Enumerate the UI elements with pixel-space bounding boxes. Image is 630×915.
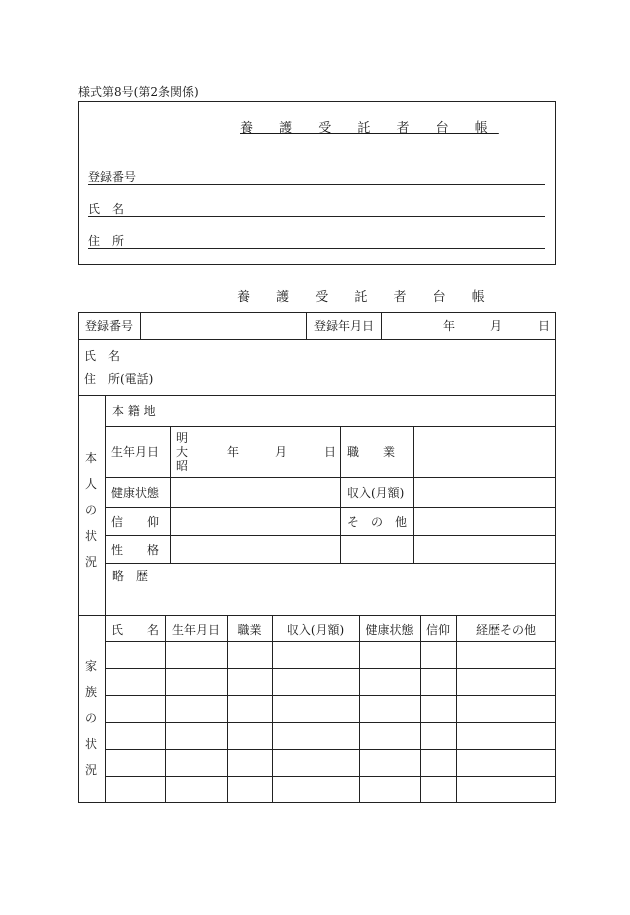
health-label: 健康状態 [111, 486, 160, 500]
family-column-header: 健康状態 [365, 623, 414, 637]
era-showa: 昭 [176, 459, 189, 473]
family-column-header: 氏 名 [110, 623, 159, 637]
cover-registration-number-line[interactable] [88, 184, 545, 185]
birth-month: 月 [275, 445, 288, 459]
registration-year: 年 [443, 319, 456, 333]
ledger-registration-date-label: 登録年月日 [314, 319, 375, 333]
family-label-char: 族 [84, 685, 97, 699]
family-label-char: 家 [84, 659, 97, 673]
family-label-char: 状 [84, 737, 97, 751]
self-label-char: の [84, 503, 97, 517]
registration-day: 日 [538, 319, 551, 333]
birth-year: 年 [227, 445, 240, 459]
divider [105, 507, 556, 508]
cover-address-line[interactable] [88, 248, 545, 249]
family-row-line [105, 695, 556, 696]
family-column-line [456, 615, 457, 803]
divider [105, 535, 556, 536]
divider [340, 426, 341, 563]
religion-label: 信 仰 [111, 515, 160, 529]
family-row-line [105, 722, 556, 723]
self-label-char: 況 [84, 555, 97, 569]
birth-day: 日 [324, 445, 337, 459]
occupation-label: 職 業 [347, 445, 396, 459]
self-label-char: 人 [84, 477, 97, 491]
birth-date-label: 生年月日 [111, 445, 160, 459]
family-section-label [84, 653, 98, 783]
divider [170, 426, 171, 563]
era-taisho: 大 [176, 445, 189, 459]
divider [140, 312, 141, 339]
ledger-address-phone-label: 住 所(電話) [84, 372, 154, 386]
other-label: そ の 他 [347, 515, 408, 529]
divider [306, 312, 307, 339]
era-meiji: 明 [176, 431, 189, 445]
cover-address-label: 住 所 [88, 234, 125, 248]
cover-name-line[interactable] [88, 216, 545, 217]
self-section-label [84, 445, 98, 575]
family-column-line [165, 615, 166, 803]
family-column-line [227, 615, 228, 803]
registration-month: 月 [490, 319, 503, 333]
family-row-line [105, 776, 556, 777]
family-column-line [420, 615, 421, 803]
family-column-header: 生年月日 [171, 623, 220, 637]
divider [413, 426, 414, 563]
ledger-registration-number-label: 登録番号 [85, 319, 134, 333]
income-label: 収入(月額) [347, 486, 405, 500]
cover-name-label: 氏 名 [88, 202, 125, 216]
divider [381, 312, 382, 339]
family-label-char: の [84, 711, 97, 725]
divider [105, 395, 106, 803]
cover-registration-number-label: 登録番号 [88, 170, 137, 184]
divider [78, 395, 556, 396]
family-row-line [105, 641, 556, 642]
family-row-line [105, 749, 556, 750]
form-number: 様式第8号(第2条関係) [78, 85, 199, 99]
domicile-label: 本 籍 地 [112, 404, 156, 418]
family-label-char: 況 [84, 763, 97, 777]
family-row-line [105, 668, 556, 669]
family-column-header: 収入(月額) [286, 623, 345, 637]
family-column-header: 信仰 [425, 623, 450, 637]
family-column-header: 職業 [237, 623, 262, 637]
divider [78, 339, 556, 340]
divider [105, 563, 556, 564]
divider [105, 426, 556, 427]
cover-title: 養 護 受 託 者 台 帳 [240, 121, 499, 136]
character-label: 性 格 [111, 543, 160, 557]
divider [78, 615, 556, 616]
ledger-name-label: 氏 名 [84, 349, 121, 363]
self-label-char: 状 [84, 529, 97, 543]
ledger-title: 養 護 受 託 者 台 帳 [237, 290, 496, 305]
family-column-line [272, 615, 273, 803]
self-label-char: 本 [84, 451, 97, 465]
divider [105, 477, 556, 478]
family-column-header: 経歴その他 [475, 623, 536, 637]
family-column-line [359, 615, 360, 803]
history-label: 略 歴 [112, 569, 149, 583]
